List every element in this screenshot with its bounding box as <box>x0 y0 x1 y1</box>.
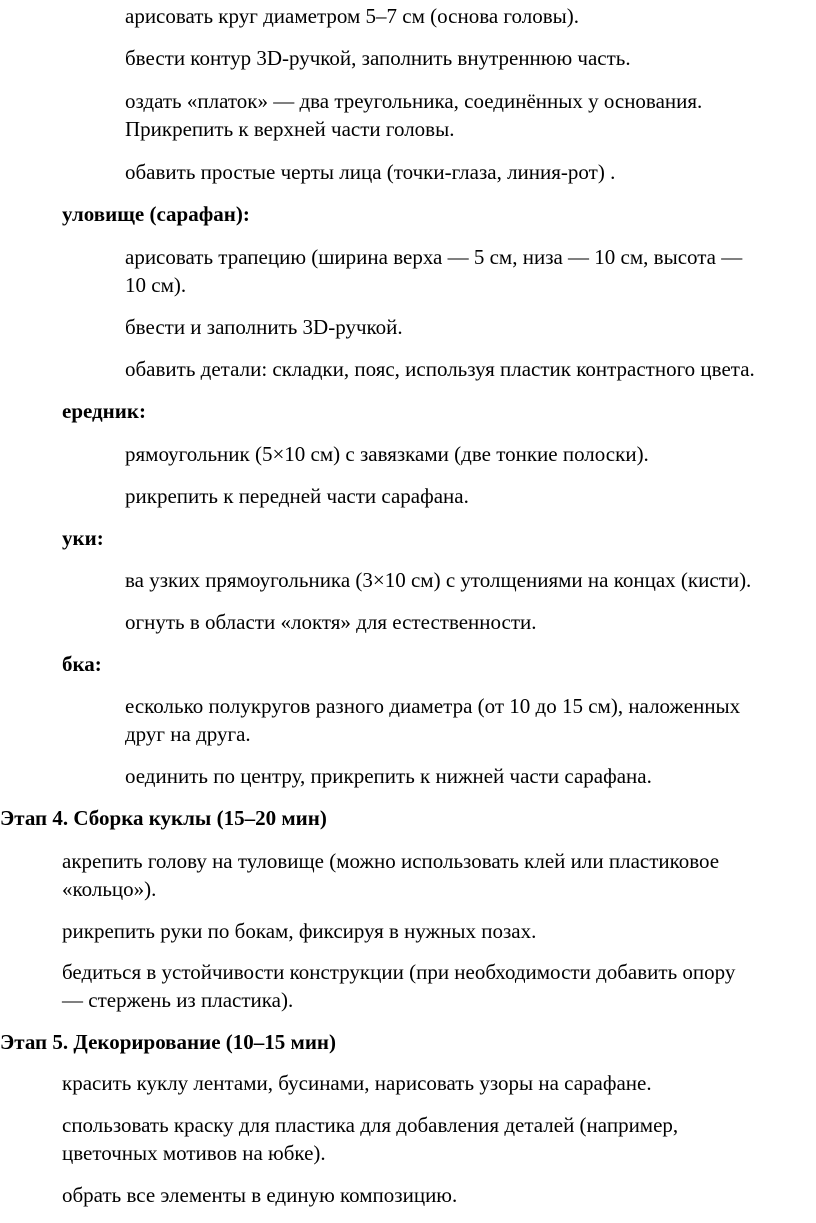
stage4-step-2-line-1: рикрепить руки по бокам, фиксируя в нужных позах. <box>62 919 537 943</box>
torso-step-1 <box>125 243 742 299</box>
stage5-heading: Этап 5. Декорирование (10–15 мин) <box>0 1030 337 1054</box>
stage5-step-3 <box>62 1181 457 1209</box>
stage4-step-3 <box>62 958 735 1014</box>
head-step-4 <box>125 158 615 186</box>
stage4-step-3-line-1: бедиться в устойчивости конструкции (при необходимости добавить опору <box>62 960 736 984</box>
torso-step-1-line-1: арисовать трапецию (ширина верха — 5 см, низа — 10 см, высота — <box>125 245 743 269</box>
skirt-step-2 <box>125 762 652 790</box>
apron-step-2 <box>125 482 469 510</box>
arms-heading: уки: <box>62 526 104 550</box>
arms-step-2-line-1: огнуть в области «локтя» для естественности. <box>125 610 537 634</box>
skirt-step-2-line-1: оединить по центру, прикрепить к нижней части сарафана. <box>125 764 652 788</box>
stage4-step-1-line-1: акрепить голову на туловище (можно использовать клей или пластиковое <box>62 849 720 873</box>
skirt-heading: бка: <box>62 652 102 676</box>
torso-step-3-line-1: обавить детали: складки, пояс, используя пластик контрастного цвета. <box>125 357 755 381</box>
head-step-2 <box>125 44 631 72</box>
apron-heading: ередник: <box>62 399 146 423</box>
apron-step-2-line-1: рикрепить к передней части сарафана. <box>125 484 469 508</box>
stage5-step-2-line-1: спользовать краску для пластика для добавления деталей (например, <box>62 1113 679 1137</box>
stage4-step-1 <box>62 847 719 903</box>
head-step-3-line-1: оздать «платок» — два треугольника, соединённых у основания. <box>125 89 703 113</box>
head-step-2-line-1: бвести контур 3D-ручкой, заполнить внутреннюю часть. <box>125 46 631 70</box>
torso-step-3 <box>125 355 755 383</box>
head-step-3-line-2: Прикрепить к верхней части головы. <box>125 117 455 141</box>
torso-step-1-line-2: 10 см). <box>125 273 187 297</box>
apron-step-1-line-1: рямоугольник (5×10 см) с завязками (две тонкие полоски). <box>125 442 649 466</box>
head-step-4-line-1: обавить простые черты лица (точки-глаза, линия-рот) . <box>125 160 616 184</box>
stage4-step-1-line-2: «кольцо»). <box>62 877 157 901</box>
torso-heading: уловище (сарафан): <box>62 202 250 226</box>
head-step-1 <box>125 2 579 30</box>
arms-step-2 <box>125 608 537 636</box>
stage5-step-1-line-1: красить куклу лентами, бусинами, нарисовать узоры на сарафане. <box>62 1071 652 1095</box>
stage4-step-2 <box>62 917 536 945</box>
apron-step-1 <box>125 440 649 468</box>
torso-step-2-line-1: бвести и заполнить 3D-ручкой. <box>125 315 403 339</box>
torso-step-2 <box>125 313 403 341</box>
head-step-3 <box>125 87 702 143</box>
arms-step-1 <box>125 566 751 594</box>
stage5-step-3-line-1: обрать все элементы в единую композицию. <box>62 1183 458 1207</box>
arms-step-1-line-1: ва узких прямоугольника (3×10 см) с утолщениями на концах (кисти). <box>125 568 752 592</box>
stage5-step-2 <box>62 1111 678 1167</box>
skirt-step-1-line-1: есколько полукругов разного диаметра (от 10 до 15 см), наложенных <box>125 694 741 718</box>
stage5-step-2-line-2: цветочных мотивов на юбке). <box>62 1141 326 1165</box>
stage4-step-3-line-2: — стержень из пластика). <box>62 988 294 1012</box>
stage5-step-1 <box>62 1069 652 1097</box>
stage4-heading: Этап 4. Сборка куклы (15–20 мин) <box>0 806 327 830</box>
head-step-1-line-1: арисовать круг диаметром 5–7 см (основа головы). <box>125 4 579 28</box>
skirt-step-1 <box>125 692 740 748</box>
skirt-step-1-line-2: друг на друга. <box>125 722 251 746</box>
